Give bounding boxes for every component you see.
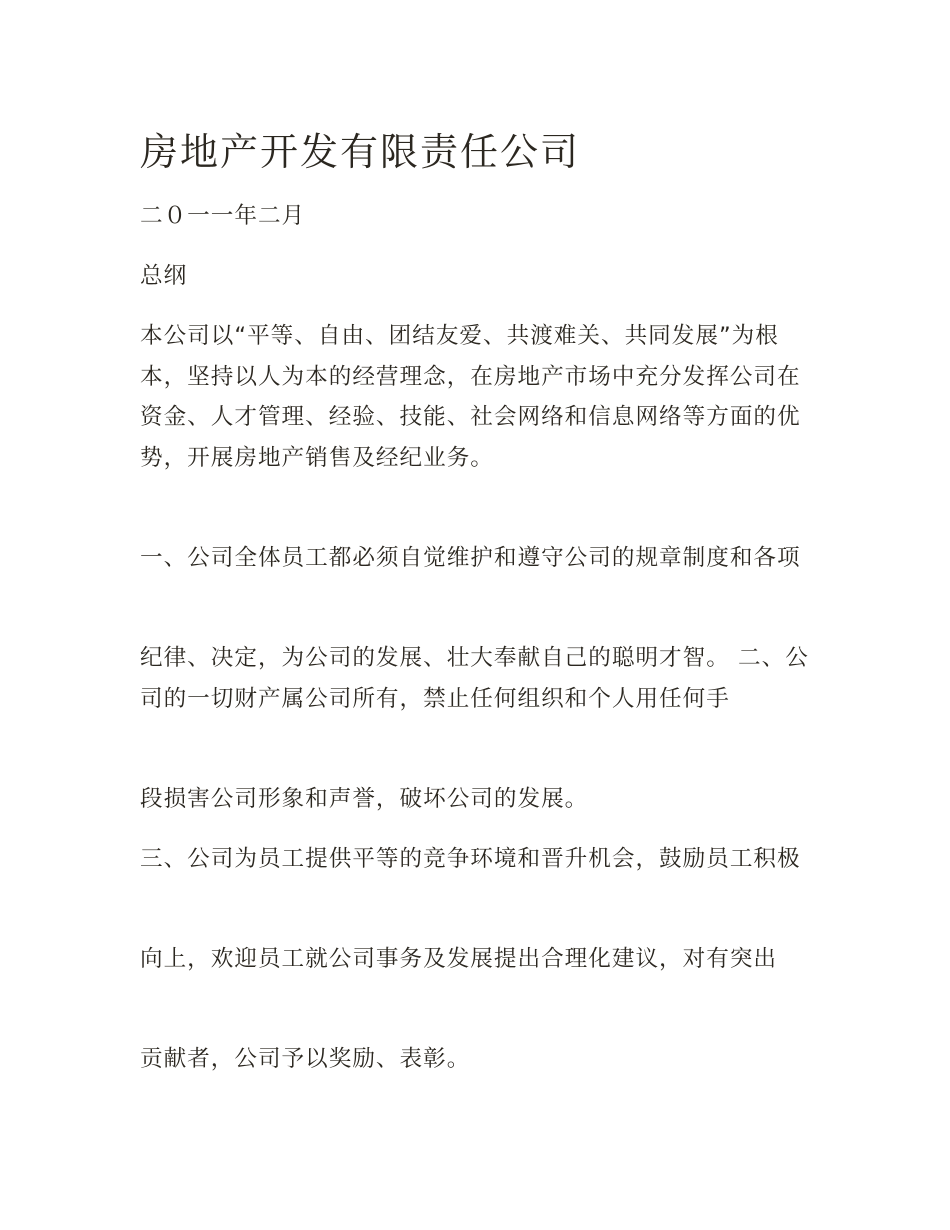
paragraph-rule-2-continued: 段损害公司形象和声誉，破坏公司的发展。 (140, 786, 589, 812)
paragraph-rule-3-end: 贡献者，公司予以奖励、表彰。 (140, 1046, 471, 1072)
document-page (140, 0, 810, 1230)
paragraph-rule-1: 一、公司全体员工都必须自觉维护和遵守公司的规章制度和各项 (140, 545, 801, 571)
paragraph-rule-3: 三、公司为员工提供平等的竞争环境和晋升机会，鼓励员工积极 (140, 846, 801, 872)
document-date: 二０一一年二月 (140, 203, 306, 229)
paragraph-rule-2: 纪律、决定，为公司的发展、壮大奉献自己的聪明才智。 二、公司的一切财产属公司所有，禁止任何组织和个人用任何手 (140, 645, 809, 712)
paragraph-intro: 本公司以“平等、自由、团结友爱、共渡难关、共同发展”为根本，坚持以人为本的经营理念，在房地产市场中充分发挥公司在资金、人才管理、经验、技能、社会网络和信息网络等方面的优势，开展房地产销售及经纪业务。 (140, 323, 801, 471)
paragraph-rule-3-continued: 向上，欢迎员工就公司事务及发展提出合理化建议，对有突出 (140, 946, 778, 972)
document-title: 房地产开发有限责任公司 (140, 130, 581, 174)
section-heading: 总纲 (140, 263, 188, 289)
